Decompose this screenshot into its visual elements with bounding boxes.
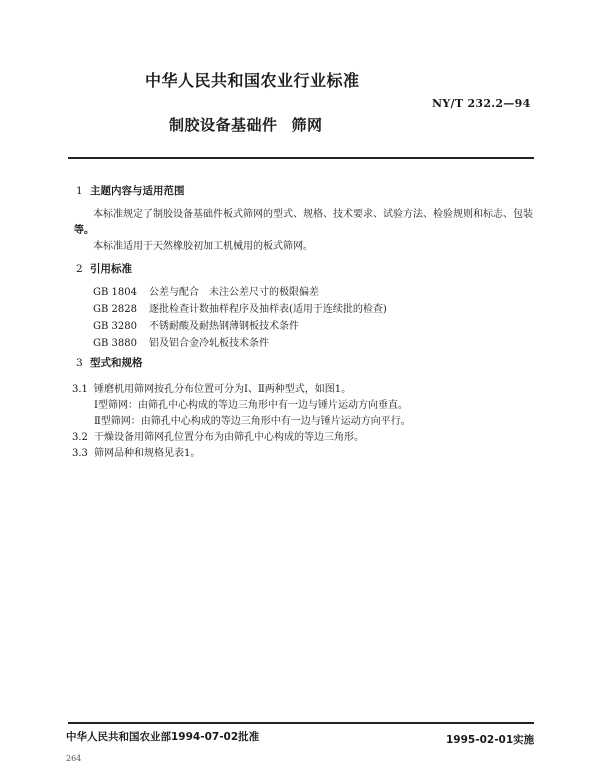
reference-item [93, 334, 269, 349]
reference-text: 铝及铝合金冷轧板技术条件 [149, 338, 269, 349]
section-1-number: 1 [76, 185, 83, 197]
clause-3-1-type-1: Ⅰ型筛网：由筛孔中心构成的等边三角形中有一边与锤片运动方向垂直。 [94, 400, 408, 411]
reference-text: 逐批检查计数抽样程序及抽样表(适用于连续批的检查) [149, 304, 387, 315]
reference-text: 不锈耐酸及耐热钢薄钢板技术条件 [149, 321, 299, 332]
clause-3-1 [72, 380, 351, 395]
reference-item [93, 283, 319, 298]
section-1-title: 主题内容与适用范围 [90, 185, 185, 197]
section-2-number: 2 [76, 263, 83, 275]
clause-number: 3.3 [72, 448, 88, 459]
reference-item [93, 317, 299, 332]
section-3-heading [76, 355, 143, 370]
approval-line: 中华人民共和国农业部1994-07-02批准 [66, 731, 260, 743]
clause-number: 3.1 [72, 384, 88, 395]
clause-text: 筛网品种和规格见表1。 [94, 448, 201, 459]
clause-text: 锤磨机用筛网按孔分布位置可分为Ⅰ、Ⅱ两种型式，如图1。 [94, 384, 352, 395]
clause-number: 3.2 [72, 432, 88, 443]
clause-3-2 [72, 428, 364, 443]
section-1-para-2: 本标准适用于天然橡胶初加工机械用的板式筛网。 [93, 241, 313, 252]
section-2-heading [76, 261, 132, 276]
section-1-para-1-line-2: 等。 [74, 225, 94, 236]
org-title: 中华人民共和国农业行业标准 [145, 71, 360, 90]
section-1-heading [76, 183, 185, 198]
clause-text: 干燥设备用筛网孔位置分布为由筛孔中心构成的等边三角形。 [94, 432, 364, 443]
section-1-para-1-line-1: 本标准规定了制胶设备基础件板式筛网的型式、规格、技术要求、试验方法、检验规则和标志、包装 [93, 209, 533, 220]
reference-code: GB 1804 [93, 287, 137, 298]
document-title-main: 制胶设备基础件 [169, 116, 278, 134]
reference-text: 公差与配合 未注公差尺寸的极限偏差 [149, 287, 319, 298]
standard-code: NY/T 232.2—94 [432, 97, 531, 110]
reference-code: GB 2828 [93, 304, 137, 315]
clause-3-3 [72, 444, 200, 459]
implementation-date: 1995-02-01实施 [446, 734, 535, 746]
document-title-sub: 筛网 [291, 116, 323, 134]
reference-item [93, 300, 387, 315]
section-3-number: 3 [76, 357, 83, 369]
reference-code: GB 3880 [93, 338, 137, 349]
top-divider [68, 157, 534, 159]
document-title [169, 114, 323, 135]
page-number: 264 [66, 754, 82, 763]
section-3-title: 型式和规格 [90, 357, 143, 369]
section-2-title: 引用标准 [90, 263, 132, 275]
bottom-divider [68, 722, 534, 724]
clause-3-1-type-2: Ⅱ型筛网：由筛孔中心构成的等边三角形中有一边与锤片运动方向平行。 [94, 416, 411, 427]
reference-code: GB 3280 [93, 321, 137, 332]
